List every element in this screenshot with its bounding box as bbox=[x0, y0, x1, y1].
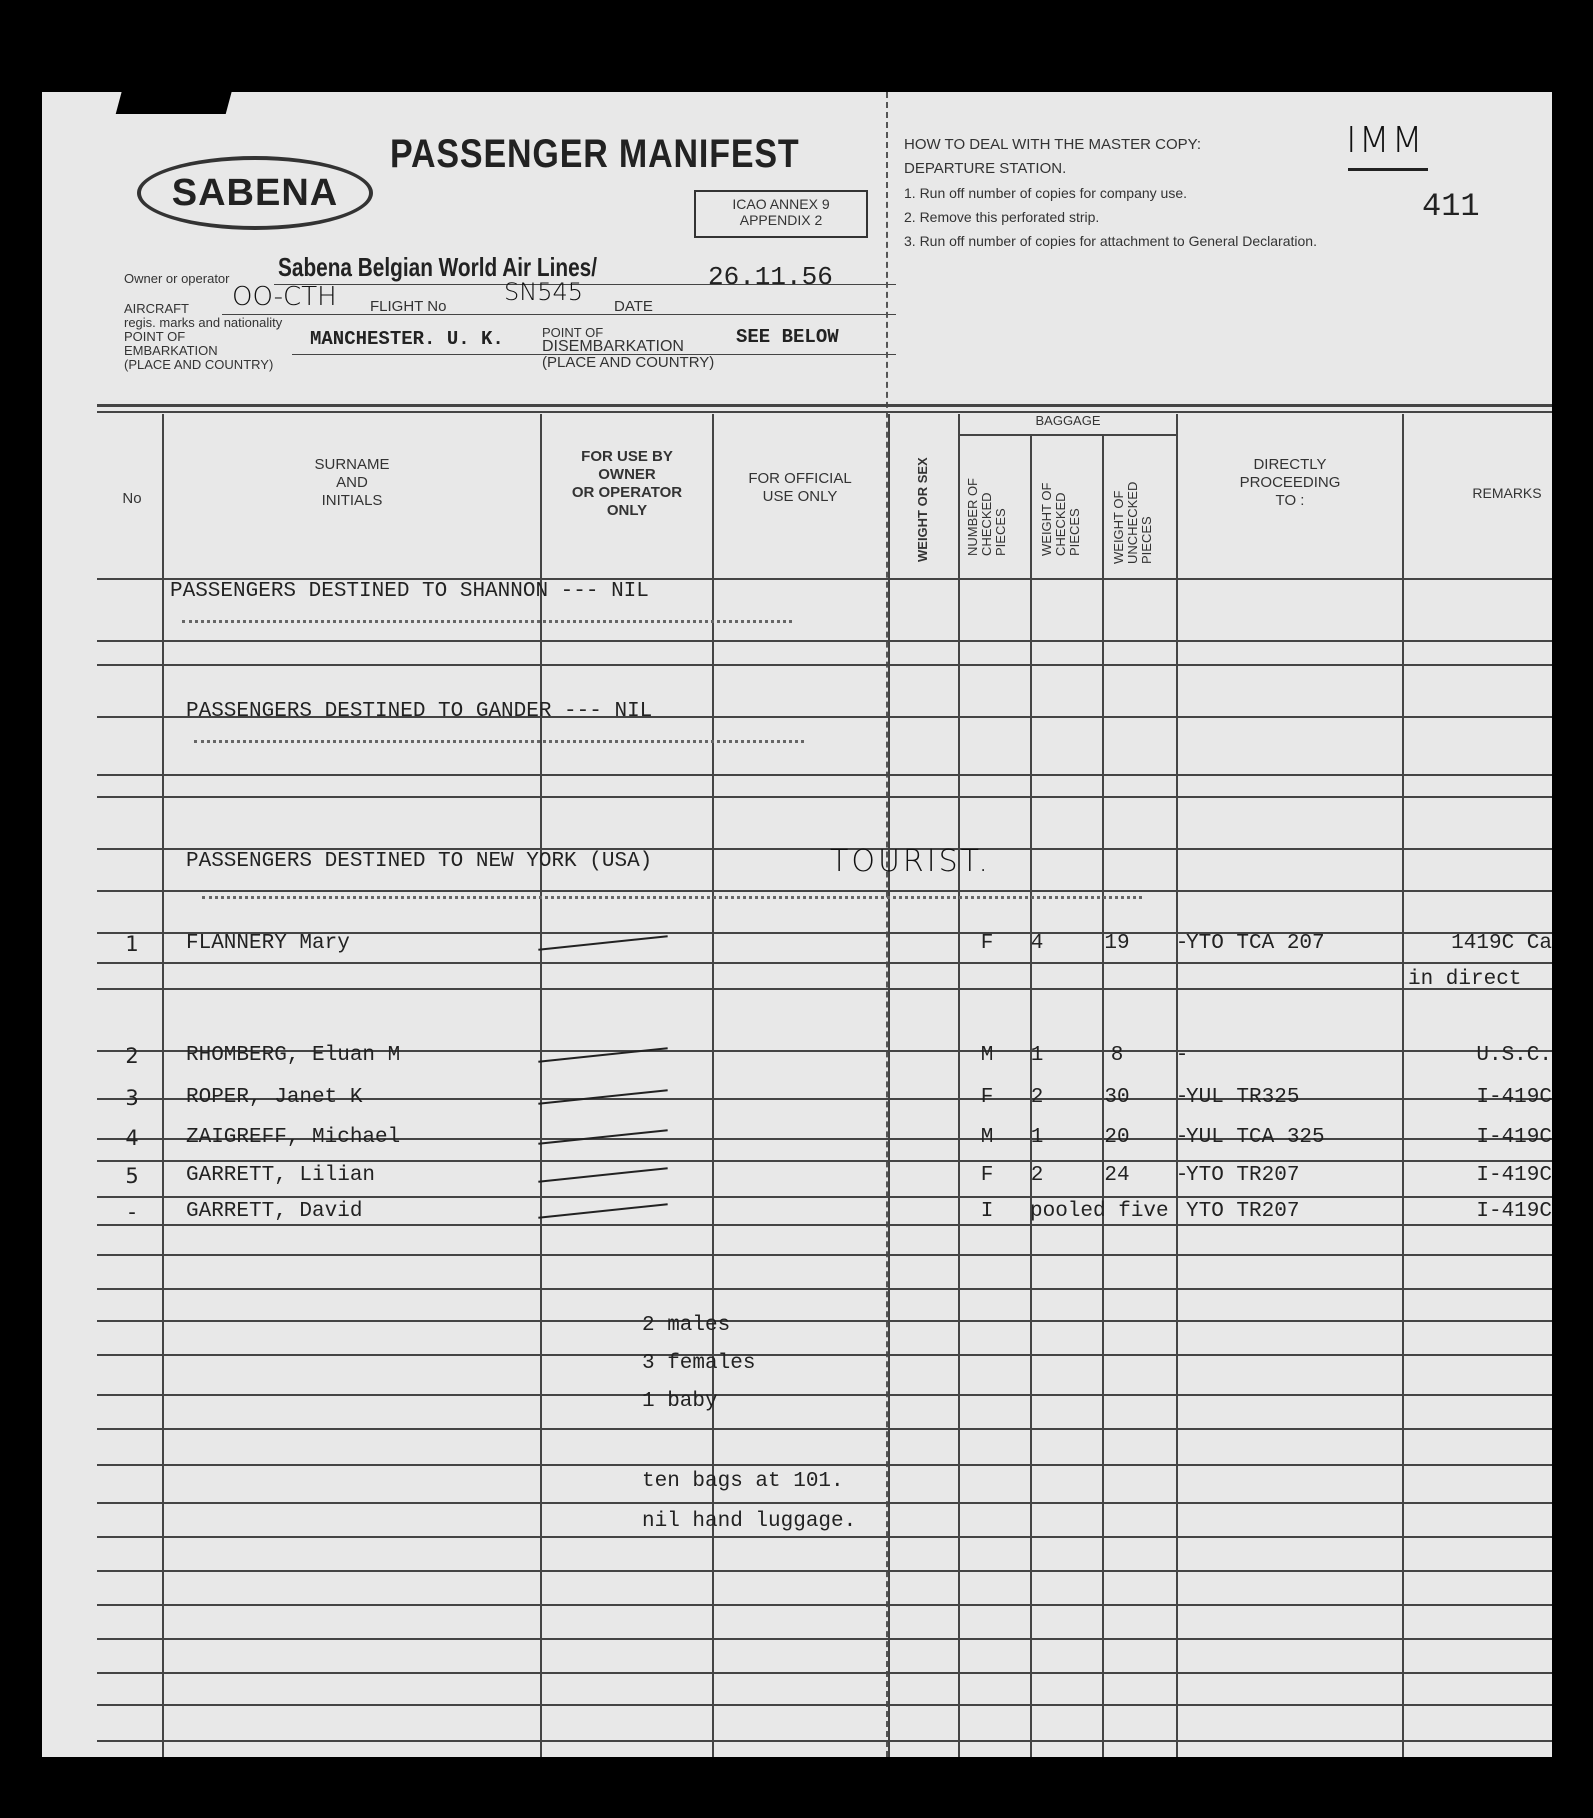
check-mark-icon bbox=[538, 1089, 667, 1105]
col-weight-unchecked-header bbox=[1112, 482, 1154, 564]
icao-box bbox=[694, 190, 868, 238]
passenger-pieces: 4 bbox=[1030, 932, 1044, 955]
row-line bbox=[97, 1502, 1552, 1504]
row-line bbox=[97, 1224, 1552, 1226]
date-label: DATE bbox=[614, 298, 653, 315]
row-line bbox=[97, 1672, 1552, 1674]
corner-tab bbox=[116, 82, 235, 114]
passenger-weight: 24 bbox=[1104, 1164, 1130, 1187]
remarks-continuation: in direct bbox=[1408, 968, 1522, 991]
passenger-name: FLANNERY Mary bbox=[186, 932, 350, 955]
instructions-subtitle: DEPARTURE STATION. bbox=[904, 160, 1067, 177]
section-shannon-underline bbox=[182, 620, 792, 623]
col-weight-checked-line3: PIECES bbox=[1067, 508, 1082, 556]
passenger-no: 2 bbox=[125, 1044, 139, 1068]
regis-label: regis. marks and nationality bbox=[124, 315, 283, 330]
passenger-destination: YTO TR207 bbox=[1186, 1200, 1300, 1223]
col-owner-line3: OR OPERATOR bbox=[571, 484, 683, 501]
row-line bbox=[97, 1464, 1552, 1466]
embark-label-2: EMBARKATION bbox=[124, 343, 218, 358]
passenger-unchecked: - bbox=[1175, 1164, 1189, 1187]
embark-underline bbox=[292, 354, 896, 355]
passenger-pieces: 2 bbox=[1030, 1086, 1044, 1109]
baggage-note-2: nil hand luggage. bbox=[642, 1510, 857, 1533]
check-mark-icon bbox=[538, 1167, 667, 1183]
summary-baby: 1 baby bbox=[642, 1390, 718, 1413]
aircraft-underline bbox=[222, 314, 896, 315]
passenger-sex: F bbox=[980, 1164, 994, 1187]
section-new-york-underline bbox=[202, 896, 1142, 899]
passenger-destination: YUL TCA 325 bbox=[1186, 1126, 1325, 1149]
row-line bbox=[97, 988, 1552, 990]
row-line bbox=[97, 1570, 1552, 1572]
passenger-sex: I bbox=[980, 1200, 994, 1223]
check-mark-icon bbox=[538, 1203, 667, 1219]
disembark-label-3: (PLACE AND COUNTRY) bbox=[542, 354, 715, 371]
row-line bbox=[97, 1160, 1552, 1162]
icao-line2: APPENDIX 2 bbox=[739, 212, 823, 228]
col-surname-line2: AND bbox=[336, 474, 368, 491]
passenger-pieces: 1 bbox=[1030, 1126, 1044, 1149]
row-line bbox=[97, 1704, 1552, 1706]
passenger-name: GARRETT, David bbox=[186, 1200, 363, 1223]
col-surname-line3: INITIALS bbox=[321, 492, 383, 509]
table-top-rule-2 bbox=[97, 411, 1552, 413]
row-line bbox=[97, 1196, 1552, 1198]
passenger-name: ROPER, Janet K bbox=[186, 1086, 363, 1109]
col-official-line1: FOR OFFICIAL bbox=[748, 470, 852, 487]
date-value: 26.11.56 bbox=[708, 262, 833, 292]
row-line bbox=[97, 1428, 1552, 1430]
passenger-destination: YUL TR325 bbox=[1186, 1086, 1300, 1109]
passenger-weight: 19 bbox=[1104, 932, 1130, 955]
col-surname-header bbox=[164, 456, 540, 510]
passenger-sex: M bbox=[980, 1044, 994, 1067]
col-checked-pieces-line1: NUMBER OF bbox=[965, 478, 980, 556]
row-line bbox=[97, 774, 1552, 776]
disembark-value: SEE BELOW bbox=[736, 326, 839, 348]
col-owner-line2: OWNER bbox=[598, 466, 656, 483]
summary-males: 2 males bbox=[642, 1314, 731, 1337]
row-line bbox=[97, 1604, 1552, 1606]
flight-label: FLIGHT No bbox=[370, 298, 447, 315]
col-official-line2: USE ONLY bbox=[762, 488, 838, 505]
col-checked-pieces-line3: PIECES bbox=[993, 508, 1008, 556]
sabena-logo bbox=[137, 156, 373, 230]
col-directly-line2: PROCEEDING bbox=[1239, 474, 1341, 491]
passenger-unchecked: - bbox=[1175, 1044, 1189, 1067]
col-no-header: No bbox=[122, 490, 142, 507]
col-owner-header bbox=[542, 448, 712, 520]
summary-females: 3 females bbox=[642, 1352, 756, 1375]
flight-value: SN545 bbox=[504, 278, 583, 306]
col-surname-line1: SURNAME bbox=[314, 456, 390, 473]
embark-value: MANCHESTER. U. K. bbox=[310, 328, 504, 350]
passenger-no: 3 bbox=[125, 1086, 139, 1110]
col-line-official bbox=[888, 414, 890, 1757]
imm-underline bbox=[1348, 168, 1428, 171]
instructions-title: HOW TO DEAL WITH THE MASTER COPY: bbox=[904, 136, 1201, 153]
row-line bbox=[97, 1394, 1552, 1396]
passenger-remarks: I-419C bbox=[1476, 1164, 1552, 1187]
col-sex-header: WEIGHT OR SEX bbox=[915, 457, 930, 562]
embark-label-3: (PLACE AND COUNTRY) bbox=[124, 357, 274, 372]
passenger-destination: YTO TR207 bbox=[1186, 1164, 1300, 1187]
row-line bbox=[97, 962, 1552, 964]
row-line bbox=[97, 1638, 1552, 1640]
col-line-surname bbox=[540, 414, 542, 1757]
sabena-logo-text: SABENA bbox=[171, 171, 339, 214]
row-line bbox=[97, 796, 1552, 798]
col-weight-unchecked-line2: UNCHECKED bbox=[1125, 481, 1140, 564]
passenger-weight: 8 bbox=[1110, 1044, 1124, 1067]
passenger-unchecked: - bbox=[1175, 1086, 1189, 1109]
col-baggage-header: BAGGAGE bbox=[1035, 413, 1101, 428]
col-directly-line1: DIRECTLY bbox=[1253, 456, 1327, 473]
icao-line1: ICAO ANNEX 9 bbox=[732, 196, 830, 212]
col-line-no bbox=[162, 414, 164, 1757]
passenger-pieces: 2 bbox=[1030, 1164, 1044, 1187]
tourist-note: TOURIST. bbox=[830, 844, 991, 879]
col-weight-unchecked-line1: WEIGHT OF bbox=[1111, 490, 1126, 564]
check-mark-icon bbox=[538, 935, 667, 951]
row-line bbox=[97, 1254, 1552, 1256]
aircraft-value: OO-CTH bbox=[232, 282, 337, 312]
passenger-pieces: pooled five bbox=[1030, 1200, 1169, 1223]
passenger-weight: 30 bbox=[1104, 1086, 1130, 1109]
passenger-no: - bbox=[128, 1200, 136, 1224]
owner-value: Sabena Belgian World Air Lines/ bbox=[278, 252, 597, 282]
passenger-sex: F bbox=[980, 1086, 994, 1109]
disembark-label-2: DISEMBARKATION bbox=[542, 338, 684, 355]
check-mark-icon bbox=[538, 1129, 667, 1145]
table-top-rule bbox=[97, 404, 1552, 407]
col-directly-header bbox=[1178, 456, 1402, 510]
passenger-remarks: I-419C bbox=[1476, 1126, 1552, 1149]
passenger-remarks: I-419C bbox=[1476, 1086, 1552, 1109]
col-directly-line3: TO : bbox=[1275, 492, 1305, 509]
col-official-header bbox=[714, 470, 886, 506]
instruction-3: 3. Run off number of copies for attachment to General Declaration. bbox=[904, 233, 1317, 249]
manifest-page bbox=[42, 92, 1552, 1757]
embark-label-1: POINT OF bbox=[124, 329, 186, 344]
passenger-name: ZAIGREFF, Michael bbox=[186, 1126, 401, 1149]
row-line bbox=[97, 1320, 1552, 1322]
passenger-sex: F bbox=[980, 932, 994, 955]
section-new-york: PASSENGERS DESTINED TO NEW YORK (USA) bbox=[186, 850, 653, 873]
imm-mark: IMM bbox=[1346, 120, 1425, 161]
col-checked-pieces-line2: CHECKED bbox=[979, 492, 994, 556]
disembark-label-1: POINT OF bbox=[542, 325, 604, 340]
section-gander: PASSENGERS DESTINED TO GANDER --- NIL bbox=[186, 700, 653, 723]
passenger-remarks: U.S.C. bbox=[1476, 1044, 1552, 1067]
row-line bbox=[97, 640, 1552, 642]
passenger-no: 4 bbox=[125, 1126, 139, 1150]
row-line bbox=[97, 1288, 1552, 1290]
section-gander-underline bbox=[194, 740, 804, 743]
col-weight-checked-line1: WEIGHT OF bbox=[1039, 482, 1054, 556]
passenger-pieces: 1 bbox=[1030, 1044, 1044, 1067]
passenger-no: 1 bbox=[125, 932, 139, 956]
owner-label: Owner or operator bbox=[124, 271, 230, 286]
row-line bbox=[97, 1536, 1552, 1538]
col-weight-checked-line2: CHECKED bbox=[1053, 492, 1068, 556]
owner-underline bbox=[274, 284, 896, 285]
passenger-sex: M bbox=[980, 1126, 994, 1149]
row-line bbox=[97, 1740, 1552, 1742]
baggage-header-rule bbox=[958, 434, 1176, 436]
passenger-remarks: 1419C Ca bbox=[1451, 932, 1552, 955]
instruction-2: 2. Remove this perforated strip. bbox=[904, 209, 1100, 225]
row-line bbox=[97, 664, 1552, 666]
baggage-note-1: ten bags at 101. bbox=[642, 1470, 844, 1493]
row-line bbox=[97, 1354, 1552, 1356]
passenger-name: GARRETT, Lilian bbox=[186, 1164, 376, 1187]
passenger-unchecked: - bbox=[1175, 932, 1189, 955]
col-weight-checked-header bbox=[1040, 483, 1082, 556]
passenger-name: RHOMBERG, Eluan M bbox=[186, 1044, 401, 1067]
document-number: 411 bbox=[1422, 188, 1480, 225]
aircraft-label: AIRCRAFT bbox=[124, 301, 189, 316]
passenger-unchecked: - bbox=[1175, 1126, 1189, 1149]
col-checked-pieces-header bbox=[966, 478, 1008, 556]
col-line-owner bbox=[712, 414, 714, 1757]
passenger-weight: 20 bbox=[1104, 1126, 1130, 1149]
passenger-destination: YTO TCA 207 bbox=[1186, 932, 1325, 955]
row-line bbox=[97, 890, 1552, 892]
section-shannon: PASSENGERS DESTINED TO SHANNON --- NIL bbox=[170, 580, 649, 603]
instruction-1: 1. Run off number of copies for company use. bbox=[904, 185, 1188, 201]
passenger-remarks: I-419C bbox=[1476, 1200, 1552, 1223]
col-weight-unchecked-line3: PIECES bbox=[1139, 516, 1154, 564]
col-remarks-header: REMARKS bbox=[1472, 485, 1542, 501]
page-title: PASSENGER MANIFEST bbox=[390, 132, 800, 176]
col-owner-line1: FOR USE BY bbox=[581, 448, 673, 465]
col-owner-line4: ONLY bbox=[606, 502, 648, 519]
passenger-no: 5 bbox=[125, 1164, 139, 1188]
